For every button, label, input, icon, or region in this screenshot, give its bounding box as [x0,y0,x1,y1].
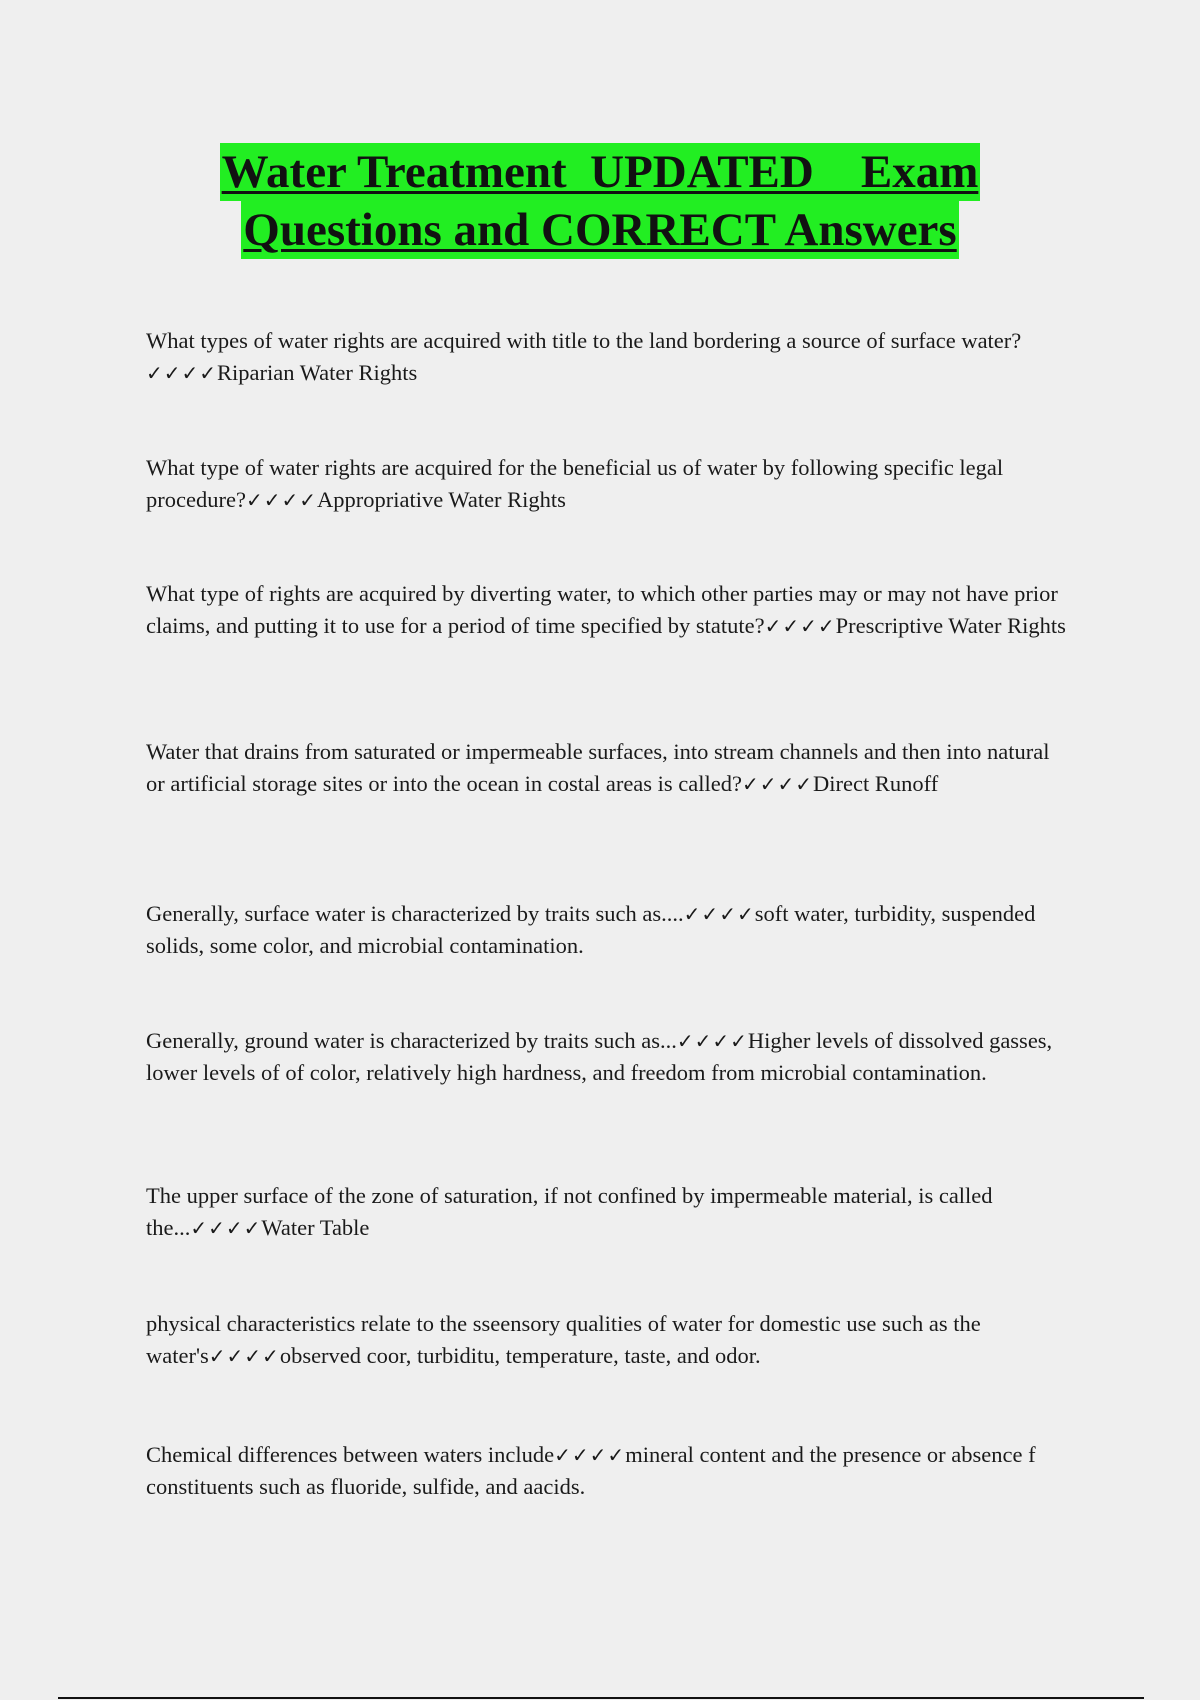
answer-text: mineral content and the presence or absence f constituents such as fluoride, sulfide, and aacids. [146,1442,1036,1499]
qa-item-7 [146,1180,1066,1244]
answer-text: Water Table [261,1215,370,1240]
checkmark-icon: ✓✓✓✓ [764,614,836,638]
question-text: What type of water rights are acquired for the beneficial us of water by following specific legal procedure? [146,455,1004,512]
title-line-1: Water Treatment UPDATED Exam [220,143,981,201]
answer-text: Prescriptive Water Rights [835,613,1066,638]
answer-text: Appropriative Water Rights [316,487,566,512]
question-text: The upper surface of the zone of saturation, if not confined by impermeable material, is called the... [146,1183,993,1240]
qa-item-1 [146,325,1066,389]
footer-divider [58,1697,1144,1699]
document-title [0,143,1200,259]
question-text: Generally, ground water is characterized by traits such as... [146,1028,677,1053]
qa-item-8 [146,1308,1066,1372]
checkmark-icon: ✓✓✓✓ [742,772,814,796]
checkmark-icon: ✓✓✓✓ [146,361,218,385]
qa-item-6 [146,1025,1066,1089]
checkmark-icon: ✓✓✓✓ [683,902,755,926]
answer-text: Higher levels of dissolved gasses, lower levels of of color, relatively high hardness, and freedom from microbial contamination. [146,1028,1053,1085]
checkmark-icon: ✓✓✓✓ [190,1216,262,1240]
question-text: What types of water rights are acquired with title to the land bordering a source of surface water? [146,328,1022,353]
qa-item-4 [146,736,1066,800]
qa-item-3 [146,578,1066,642]
question-text: physical characteristics relate to the sseensory qualities of water for domestic use such as the water's [146,1311,981,1368]
answer-text: Direct Runoff [813,771,939,796]
checkmark-icon: ✓✓✓✓ [208,1344,280,1368]
qa-item-5 [146,898,1066,962]
checkmark-icon: ✓✓✓✓ [245,488,317,512]
checkmark-icon: ✓✓✓✓ [554,1443,626,1467]
qa-item-2 [146,452,1066,516]
answer-text: soft water, turbidity, suspended solids, some color, and microbial contamination. [146,901,1036,958]
question-text: Chemical differences between waters include [146,1442,555,1467]
question-text: Water that drains from saturated or impermeable surfaces, into stream channels and then into natural or artificial storage sites or into the ocean in costal areas is called? [146,739,1050,796]
title-line-2: Questions and CORRECT Answers [241,201,958,259]
qa-item-9 [146,1439,1066,1503]
answer-text: Riparian Water Rights [217,360,418,385]
question-text: What type of rights are acquired by diverting water, to which other parties may or may not have prior claims, and putting it to use for a period of time specified by statute? [146,581,1058,638]
question-text: Generally, surface water is characterized by traits such as.... [146,901,684,926]
checkmark-icon: ✓✓✓✓ [676,1029,748,1053]
answer-text: observed coor, turbiditu, temperature, taste, and odor. [279,1343,761,1368]
